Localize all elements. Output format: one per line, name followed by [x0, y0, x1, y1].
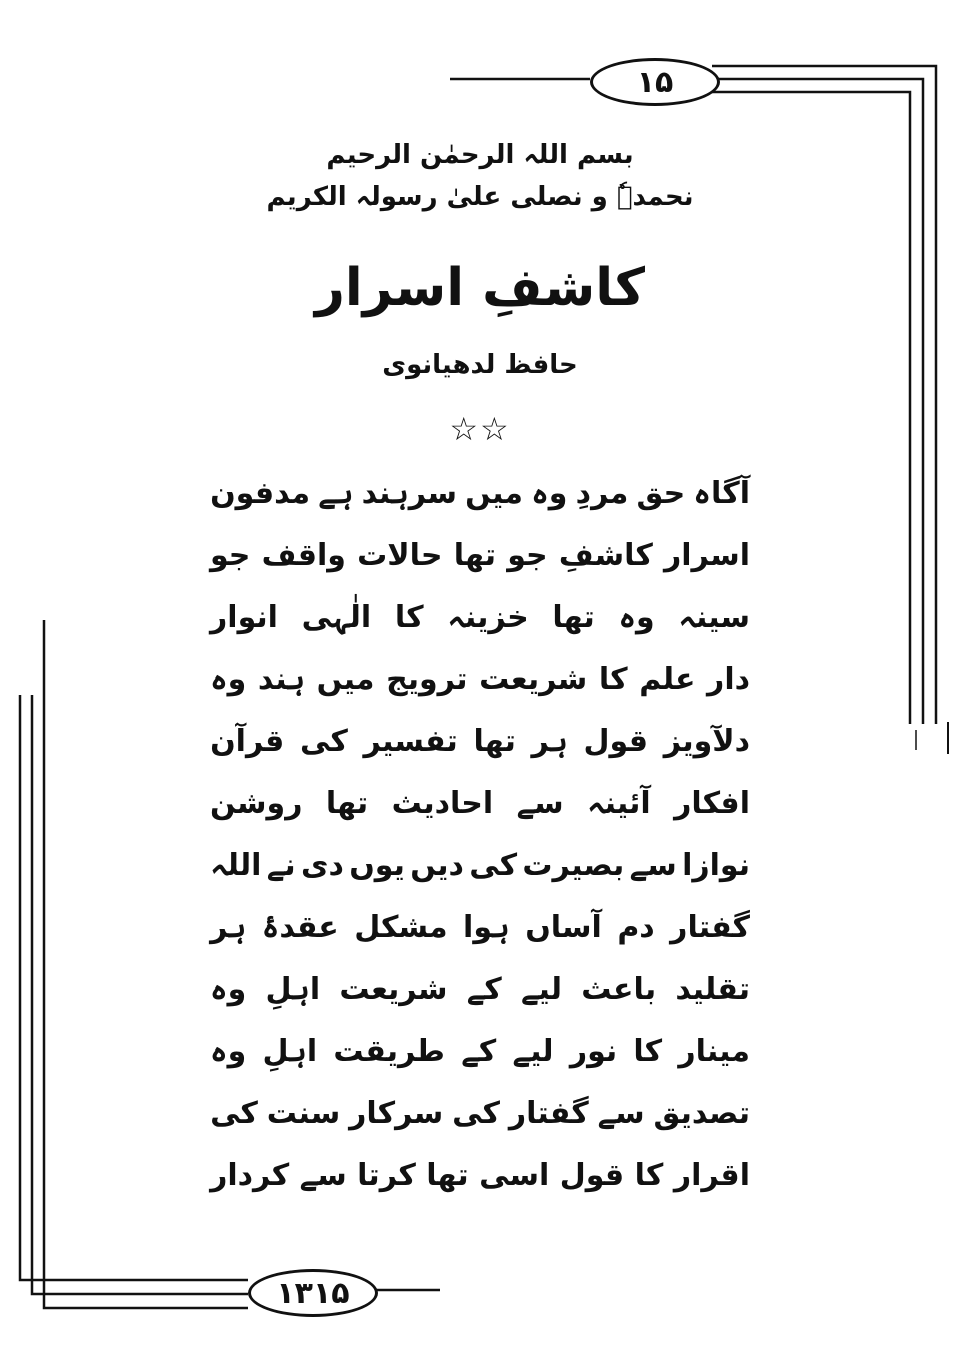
verse-word: حق [636, 475, 686, 511]
verse-word: کا [634, 1157, 664, 1193]
poem-title: کاشفِ اسرار [314, 258, 645, 318]
verse-word: اسی [479, 1157, 550, 1193]
verse-word: سینہ [678, 599, 750, 635]
verse-word: سے [597, 1095, 645, 1131]
verse-word: آگاہ [693, 475, 750, 511]
verse-word: تھا [453, 537, 497, 573]
verse-word: طریقت [333, 1033, 445, 1069]
verse-word: جو [507, 537, 548, 573]
poem-verse [210, 710, 750, 772]
verse-word: واقف [261, 537, 346, 573]
verse-word: میں [465, 475, 523, 511]
poem-verse [210, 586, 750, 648]
star-ornament: ☆☆ [449, 410, 511, 448]
verse-word: گفتار [670, 909, 750, 945]
verse-word: دار [707, 661, 750, 697]
verse-word: سے [516, 785, 564, 821]
verse-word: مردِ [575, 475, 629, 511]
verse-word: اقرار [673, 1157, 750, 1193]
verse-word: نور [569, 1033, 618, 1069]
verse-word: کا [394, 599, 424, 635]
bismillah-heading: بسم اللہ الرحمٰن الرحیم [326, 140, 634, 170]
poem-body [210, 462, 750, 1206]
verse-word: اہلِ [262, 1033, 318, 1069]
poem-verse [210, 772, 750, 834]
verse-word: مشکل [354, 909, 448, 945]
verse-word: کرتا [357, 1157, 416, 1193]
verse-word: ہند [257, 661, 306, 697]
verse-word: اہلِ [265, 971, 321, 1007]
verse-word: وہ [210, 661, 247, 697]
page-number-bottom [248, 1269, 378, 1317]
verse-word: وہ [531, 475, 568, 511]
verse-word: نے [266, 847, 296, 883]
verse-word: لیے [520, 971, 563, 1007]
verse-word: دیں [410, 847, 464, 883]
praise-line: نحمدہٗ و نصلی علیٰ رسولہ الکریم [266, 182, 694, 212]
poem-verse [210, 1020, 750, 1082]
verse-word: سرہند [361, 475, 457, 511]
verse-word: تصدیق [653, 1095, 750, 1131]
verse-word: ہے [318, 475, 354, 511]
verse-word: مینار [678, 1033, 750, 1069]
verse-word: حالات [357, 537, 443, 573]
verse-word: روشن [210, 785, 303, 821]
verse-word: کا [633, 1033, 663, 1069]
verse-word: کی [299, 723, 348, 759]
poem-verse [210, 834, 750, 896]
verse-word: جو [210, 537, 251, 573]
verse-word: وہ [210, 1033, 247, 1069]
verse-word: دم [617, 909, 655, 945]
verse-word: سے [299, 1157, 347, 1193]
verse-word: اسرار [663, 537, 750, 573]
verse-word: افکار [674, 785, 750, 821]
verse-word: انوار [210, 599, 278, 635]
poem-verse [210, 1144, 750, 1206]
verse-word: ہر [531, 723, 568, 759]
verse-word: ہوا [463, 909, 510, 945]
verse-word: میں [316, 661, 375, 697]
verse-word: قول [559, 1157, 625, 1193]
verse-word: تفسیر [363, 723, 458, 759]
verse-word: خزینہ [447, 599, 529, 635]
verse-word: قول [583, 723, 648, 759]
poet-name: حافظ لدھیانوی [382, 350, 578, 380]
poem-verse [210, 958, 750, 1020]
poem-verse [210, 896, 750, 958]
verse-word: شریعت [339, 971, 448, 1007]
page-number-bottom-text: ۱۳۱۵ [276, 1275, 350, 1311]
verse-word: الٰہی [301, 599, 372, 635]
verse-word: شریعت [479, 661, 588, 697]
verse-word: تقلید [675, 971, 750, 1007]
verse-word: احادیث [391, 785, 494, 821]
verse-word: یوں [349, 847, 405, 883]
verse-word: وہ [210, 971, 247, 1007]
verse-word: کے [466, 971, 502, 1007]
verse-word: ہر [210, 909, 247, 945]
verse-word: کی [469, 847, 518, 883]
poem-verse [210, 648, 750, 710]
verse-word: تھا [473, 723, 516, 759]
verse-word: نوازا [682, 847, 750, 883]
verse-word: تھا [552, 599, 595, 635]
verse-word: لیے [512, 1033, 554, 1069]
verse-word: تھا [426, 1157, 469, 1193]
verse-word: کا [598, 661, 628, 697]
verse-word: علم [639, 661, 696, 697]
verse-word: کی [210, 1095, 258, 1131]
poem-verse [210, 462, 750, 524]
verse-word: گفتار [508, 1095, 589, 1131]
poem-verse [210, 524, 750, 586]
page-number-top-text: ۱۵ [636, 64, 674, 100]
verse-word: دلآویز [663, 723, 750, 759]
verse-word: سے [629, 847, 677, 883]
verse-word: آئینہ [587, 785, 651, 821]
verse-word: باعث [581, 971, 657, 1007]
poem-verse [210, 1082, 750, 1144]
verse-word: تھا [325, 785, 369, 821]
verse-word: اللہ [210, 847, 262, 883]
verse-word: کردار [210, 1157, 290, 1193]
verse-word: مدفون [210, 475, 311, 511]
verse-word: عقدۂ [261, 909, 339, 945]
verse-word: وہ [618, 599, 655, 635]
verse-word: آساں [525, 909, 602, 945]
verse-word: بصیرت [522, 847, 625, 883]
page-number-top [590, 58, 720, 106]
verse-word: سرکار [349, 1095, 444, 1131]
verse-word: دی [300, 847, 344, 883]
verse-word: سنت [266, 1095, 341, 1131]
verse-word: قرآن [210, 723, 285, 759]
verse-word: ترویج [386, 661, 468, 697]
verse-word: کی [452, 1095, 500, 1131]
verse-word: کاشفِ [558, 537, 653, 573]
verse-word: کے [461, 1033, 497, 1069]
